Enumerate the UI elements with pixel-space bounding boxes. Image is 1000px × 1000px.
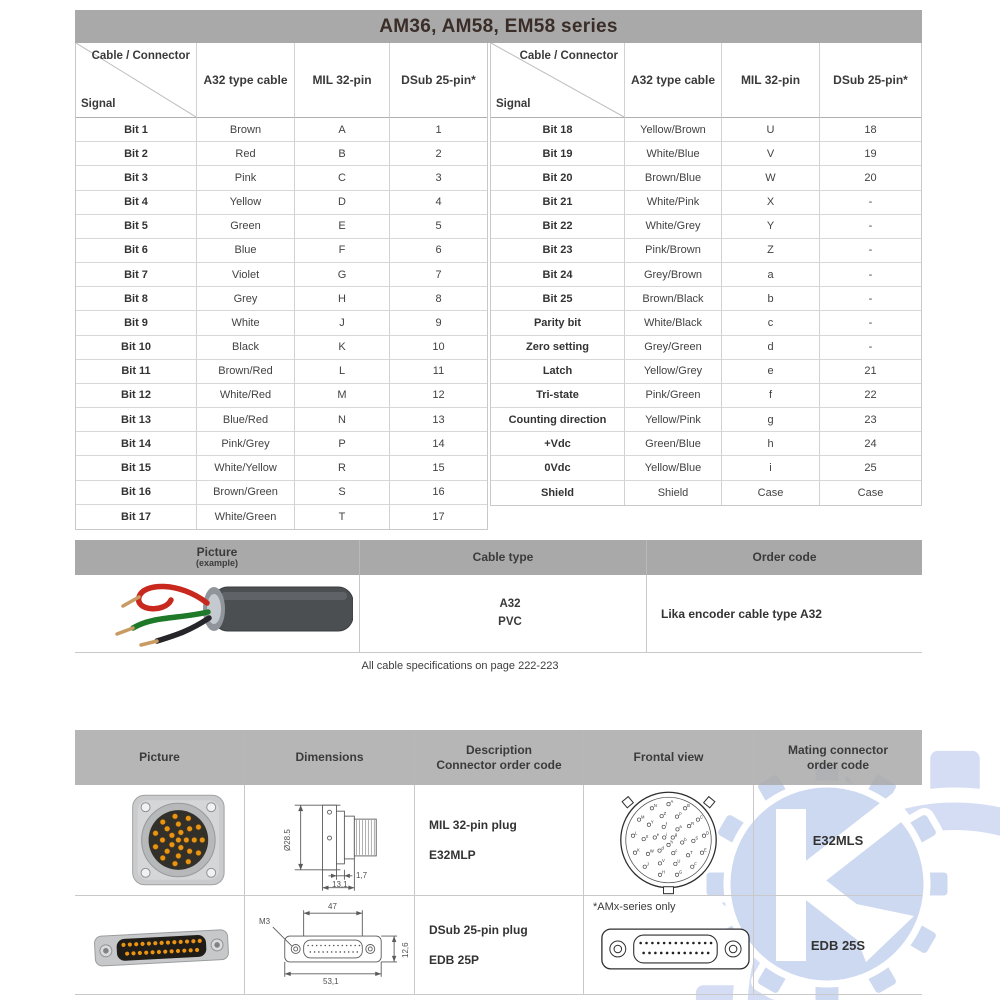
svg-text:g: g	[674, 832, 678, 838]
value-cell: Brown/Blue	[625, 166, 722, 190]
signal-cell: Bit 11	[76, 360, 197, 384]
signal-cell: Bit 8	[76, 287, 197, 311]
pin-table-right-body	[491, 118, 921, 505]
value-cell: 20	[820, 166, 921, 190]
value-cell: V	[722, 142, 820, 166]
table-row	[76, 505, 487, 529]
svg-text:V: V	[661, 858, 665, 864]
value-cell: 13	[390, 408, 487, 432]
connector-row-mil	[75, 785, 922, 896]
value-cell: 24	[820, 432, 921, 456]
table-row	[76, 408, 487, 432]
svg-text:b: b	[684, 837, 687, 843]
value-cell: -	[820, 191, 921, 215]
value-cell: 12	[390, 384, 487, 408]
value-cell: 7	[390, 263, 487, 287]
value-cell: Case	[722, 481, 820, 505]
mil-picture-cell	[75, 785, 245, 895]
value-cell: Shield	[625, 481, 722, 505]
dim-label-length: 13,1	[332, 880, 348, 889]
svg-text:h: h	[670, 839, 673, 845]
svg-text:i: i	[666, 832, 668, 838]
dim-label-diameter: Ø28.5	[283, 829, 292, 851]
table-row	[491, 481, 921, 505]
value-cell: Yellow/Blue	[625, 456, 722, 480]
table-row	[76, 311, 487, 335]
value-cell: Brown	[197, 118, 295, 142]
table-row	[491, 166, 921, 190]
corner-label-signal: Signal	[81, 98, 116, 110]
table-row	[491, 360, 921, 384]
value-cell: -	[820, 311, 921, 335]
value-cell: 2	[390, 142, 487, 166]
signal-cell: Bit 20	[491, 166, 625, 190]
mil-connector-photo	[75, 785, 244, 895]
column-header-mil32: MIL 32-pin	[295, 43, 390, 118]
value-cell: R	[295, 456, 390, 480]
cable-table-row	[75, 575, 922, 653]
corner-header-cell	[76, 43, 197, 118]
svg-text:f: f	[665, 821, 667, 827]
value-cell: c	[722, 311, 820, 335]
value-cell: B	[295, 142, 390, 166]
value-cell: Yellow/Brown	[625, 118, 722, 142]
svg-text:Y: Y	[650, 819, 654, 825]
value-cell: -	[820, 215, 921, 239]
value-cell: C	[295, 166, 390, 190]
dsub-description: DSub 25-pin plug	[429, 923, 528, 937]
svg-text:P: P	[679, 811, 682, 817]
dim-label-screw: M3	[259, 917, 271, 926]
value-cell: 5	[390, 215, 487, 239]
value-cell: 4	[390, 191, 487, 215]
signal-cell: Parity bit	[491, 311, 625, 335]
pin-table-right-header	[491, 43, 921, 118]
value-cell: T	[295, 505, 390, 529]
signal-cell: Bit 7	[76, 263, 197, 287]
svg-text:e: e	[656, 832, 660, 838]
description-header-line2: Connector order code	[436, 757, 562, 772]
value-cell: M	[295, 384, 390, 408]
cable-photo	[81, 579, 353, 649]
signal-cell: Bit 23	[491, 239, 625, 263]
value-cell: Grey/Green	[625, 336, 722, 360]
signal-cell: Bit 19	[491, 142, 625, 166]
value-cell: 10	[390, 336, 487, 360]
table-row	[76, 215, 487, 239]
value-cell: J	[295, 311, 390, 335]
svg-text:R: R	[691, 820, 695, 826]
value-cell: Violet	[197, 263, 295, 287]
dim-label-width-inner: 47	[328, 902, 337, 911]
table-row	[76, 166, 487, 190]
value-cell: Yellow	[197, 191, 295, 215]
value-cell: 1	[390, 118, 487, 142]
signal-cell: Tri-state	[491, 384, 625, 408]
value-cell: 23	[820, 408, 921, 432]
dim-label-width-outer: 53,1	[323, 977, 339, 986]
corner-label-cable-connector: Cable / Connector	[519, 50, 618, 62]
table-row	[76, 118, 487, 142]
value-cell: U	[722, 118, 820, 142]
column-header-a32-cable: A32 type cable	[197, 43, 295, 118]
svg-text:T: T	[690, 850, 693, 856]
svg-text:C: C	[699, 814, 703, 820]
mil-order-code: E32MLP	[429, 848, 476, 862]
cable-table	[75, 540, 922, 653]
value-cell: Pink/Grey	[197, 432, 295, 456]
mating-header-line2: order code	[806, 757, 869, 772]
cable-type-line1: A32	[499, 597, 521, 610]
value-cell: Z	[722, 239, 820, 263]
value-cell: 25	[820, 456, 921, 480]
table-row	[491, 408, 921, 432]
signal-cell: Bit 10	[76, 336, 197, 360]
table-row	[76, 239, 487, 263]
mil-dimensions-cell	[245, 785, 415, 895]
cable-header-cable-type: Cable type	[360, 540, 647, 575]
value-cell: Yellow/Grey	[625, 360, 722, 384]
signal-cell: Bit 12	[76, 384, 197, 408]
value-cell: White/Pink	[625, 191, 722, 215]
signal-cell: Bit 9	[76, 311, 197, 335]
value-cell: Grey	[197, 287, 295, 311]
cable-header-order-code: Order code	[752, 549, 817, 564]
signal-cell: Shield	[491, 481, 625, 505]
value-cell: W	[722, 166, 820, 190]
value-cell: Y	[722, 215, 820, 239]
cable-header-picture	[75, 540, 360, 575]
signal-cell: Bit 22	[491, 215, 625, 239]
mil-description: MIL 32-pin plug	[429, 818, 517, 832]
picture-header-label: Picture	[196, 544, 238, 559]
value-cell: Blue/Red	[197, 408, 295, 432]
value-cell: G	[295, 263, 390, 287]
value-cell: -	[820, 287, 921, 311]
signal-cell: Bit 6	[76, 239, 197, 263]
cable-picture-cell	[75, 575, 360, 652]
value-cell: 15	[390, 456, 487, 480]
value-cell: Pink/Green	[625, 384, 722, 408]
table-row	[76, 384, 487, 408]
value-cell: L	[295, 360, 390, 384]
signal-cell: Bit 4	[76, 191, 197, 215]
column-header-mil32: MIL 32-pin	[722, 43, 820, 118]
conn-header-frontal-view: Frontal view	[584, 730, 754, 785]
connector-row-dsub	[75, 896, 922, 995]
value-cell: F	[295, 239, 390, 263]
table-row	[76, 191, 487, 215]
table-row	[491, 263, 921, 287]
value-cell: e	[722, 360, 820, 384]
value-cell: d	[722, 336, 820, 360]
pin-table-left-header	[76, 43, 487, 118]
value-cell: Blue	[197, 239, 295, 263]
table-row	[491, 336, 921, 360]
table-row	[491, 384, 921, 408]
page-title: AM36, AM58, EM58 series	[75, 10, 922, 43]
value-cell: K	[295, 336, 390, 360]
value-cell: g	[722, 408, 820, 432]
svg-text:L: L	[634, 830, 638, 836]
table-row	[491, 191, 921, 215]
value-cell: f	[722, 384, 820, 408]
connector-table-header	[75, 730, 922, 785]
value-cell: Brown/Green	[197, 481, 295, 505]
svg-text:N: N	[653, 802, 657, 808]
amx-series-note: *AMx-series only	[593, 901, 676, 913]
table-row	[76, 336, 487, 360]
picture-header-sublabel: (example)	[195, 558, 239, 569]
value-cell: Pink/Brown	[625, 239, 722, 263]
value-cell: White	[197, 311, 295, 335]
column-header-dsub25: DSub 25-pin*	[390, 43, 487, 118]
dsub-dimensions-cell	[245, 896, 415, 994]
svg-text:E: E	[703, 847, 707, 853]
signal-cell: Bit 16	[76, 481, 197, 505]
signal-cell: +Vdc	[491, 432, 625, 456]
signal-cell: Bit 17	[76, 505, 197, 529]
signal-cell: Bit 24	[491, 263, 625, 287]
value-cell: A	[295, 118, 390, 142]
value-cell: 16	[390, 481, 487, 505]
svg-text:S: S	[695, 835, 699, 841]
value-cell: Green	[197, 215, 295, 239]
value-cell: Red	[197, 142, 295, 166]
svg-text:X: X	[645, 833, 649, 839]
dsub-picture-cell	[75, 896, 245, 994]
column-header-dsub25: DSub 25-pin*	[820, 43, 921, 118]
table-row	[76, 481, 487, 505]
description-header-line1: Description	[465, 742, 532, 757]
conn-header-mating	[754, 730, 922, 785]
corner-label-cable-connector: Cable / Connector	[91, 50, 190, 62]
svg-text:c: c	[675, 847, 678, 853]
value-cell: Brown/Black	[625, 287, 722, 311]
signal-cell: Latch	[491, 360, 625, 384]
table-row	[76, 287, 487, 311]
table-row	[491, 142, 921, 166]
value-cell: P	[295, 432, 390, 456]
dim-label-height: 12,6	[401, 942, 410, 958]
cable-order-code-cell: Lika encoder cable type A32	[661, 606, 822, 621]
value-cell: D	[295, 191, 390, 215]
dsub-frontal-view-cell	[584, 896, 754, 994]
table-row	[491, 215, 921, 239]
dsub-order-code: EDB 25P	[429, 953, 480, 967]
value-cell: 11	[390, 360, 487, 384]
svg-text:W: W	[649, 848, 654, 854]
value-cell: S	[295, 481, 390, 505]
table-row	[491, 287, 921, 311]
pin-table-left	[75, 43, 488, 530]
value-cell: 6	[390, 239, 487, 263]
pin-table-right	[490, 43, 922, 506]
table-row	[491, 311, 921, 335]
mil-mating-code-cell: E32MLS	[812, 832, 864, 848]
svg-text:d: d	[661, 845, 664, 851]
signal-cell: Bit 13	[76, 408, 197, 432]
table-row	[76, 456, 487, 480]
svg-text:a: a	[679, 824, 682, 830]
signal-cell: Bit 21	[491, 191, 625, 215]
dsub-mating-code-cell: EDB 25S	[810, 937, 866, 953]
svg-text:K: K	[636, 847, 640, 853]
dsub-description-cell	[415, 896, 584, 994]
signal-cell: Counting direction	[491, 408, 625, 432]
signal-cell: Bit 1	[76, 118, 197, 142]
value-cell: 19	[820, 142, 921, 166]
value-cell: 17	[432, 510, 445, 523]
value-cell: X	[722, 191, 820, 215]
signal-cell: Bit 14	[76, 432, 197, 456]
cable-table-header	[75, 540, 922, 575]
cable-specs-note: All cable specifications on page 222-223	[361, 660, 559, 672]
value-cell: N	[295, 408, 390, 432]
conn-header-dimensions: Dimensions	[245, 730, 415, 785]
signal-cell: Bit 5	[76, 215, 197, 239]
value-cell: Yellow/Pink	[625, 408, 722, 432]
cable-type-line2: PVC	[498, 615, 522, 628]
corner-header-cell	[491, 43, 625, 118]
svg-text:F: F	[694, 861, 697, 867]
value-cell: 9	[390, 311, 487, 335]
signal-cell: Bit 2	[76, 142, 197, 166]
signal-cell: Bit 25	[491, 287, 625, 311]
value-cell: 14	[390, 432, 487, 456]
table-row	[491, 118, 921, 142]
svg-text:G: G	[679, 869, 683, 875]
table-row	[76, 263, 487, 287]
conn-header-description	[415, 730, 584, 785]
signal-cell: 0Vdc	[491, 456, 625, 480]
value-cell: 3	[390, 166, 487, 190]
signal-cell: Bit 3	[76, 166, 197, 190]
signal-cell: Bit 15	[76, 456, 197, 480]
value-cell: Black	[197, 336, 295, 360]
value-cell: White/Red	[197, 384, 295, 408]
value-cell: 8	[390, 287, 487, 311]
table-row	[76, 142, 487, 166]
dim-label-thickness: 1,7	[356, 871, 368, 880]
value-cell: White/Green	[197, 505, 295, 529]
connector-table	[75, 730, 922, 995]
mil-dimension-drawing	[245, 785, 414, 895]
svg-text:H: H	[661, 869, 665, 875]
mil-frontal-view-drawing	[584, 785, 753, 895]
value-cell: Grey/Brown	[625, 263, 722, 287]
pin-table-left-body	[76, 118, 487, 529]
table-row	[491, 432, 921, 456]
table-row	[76, 432, 487, 456]
svg-text:B: B	[687, 802, 690, 808]
table-row	[76, 360, 487, 384]
value-cell: E	[295, 215, 390, 239]
svg-text:M: M	[641, 814, 645, 820]
value-cell: White/Black	[625, 311, 722, 335]
signal-cell: Zero setting	[491, 336, 625, 360]
value-cell: h	[722, 432, 820, 456]
value-cell: Pink	[197, 166, 295, 190]
value-cell: i	[722, 456, 820, 480]
value-cell: Brown/Red	[197, 360, 295, 384]
svg-text:U: U	[677, 858, 681, 864]
cable-type-cell	[360, 575, 647, 652]
value-cell: White/Blue	[625, 142, 722, 166]
value-cell: Green/Blue	[625, 432, 722, 456]
value-cell: White/Grey	[625, 215, 722, 239]
value-cell: 21	[820, 360, 921, 384]
value-cell: -	[820, 263, 921, 287]
svg-text:Z: Z	[663, 810, 667, 816]
value-cell: Case	[857, 486, 884, 499]
table-row	[491, 239, 921, 263]
svg-text:J: J	[646, 861, 649, 867]
table-row	[491, 456, 921, 480]
svg-text:A: A	[670, 798, 674, 804]
value-cell: b	[722, 287, 820, 311]
value-cell: -	[820, 239, 921, 263]
value-cell: 18	[820, 118, 921, 142]
value-cell: H	[295, 287, 390, 311]
svg-text:D: D	[705, 830, 709, 836]
mil-description-cell	[415, 785, 584, 895]
mil-frontal-view-cell	[584, 785, 754, 895]
mating-header-line1: Mating connector	[787, 742, 888, 757]
value-cell: -	[820, 336, 921, 360]
dsub-connector-photo	[75, 896, 244, 994]
value-cell: a	[722, 263, 820, 287]
column-header-a32-cable: A32 type cable	[625, 43, 722, 118]
value-cell: White/Yellow	[197, 456, 295, 480]
signal-cell: Bit 18	[491, 118, 625, 142]
corner-label-signal: Signal	[496, 98, 531, 110]
value-cell: 22	[820, 384, 921, 408]
conn-header-picture: Picture	[75, 730, 245, 785]
